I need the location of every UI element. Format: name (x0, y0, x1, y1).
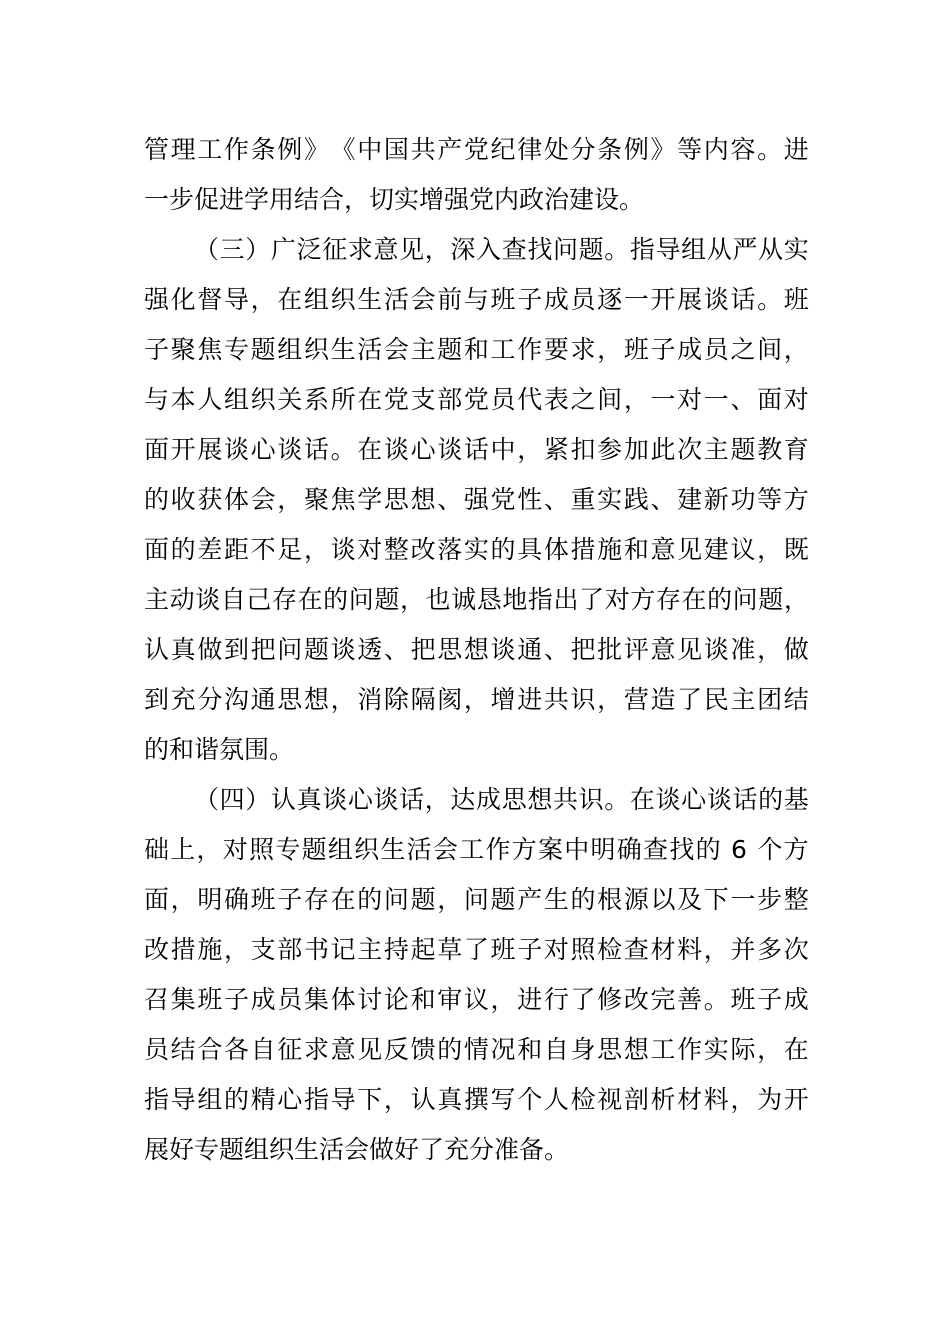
text-line: 一步促进学用结合，切实增强党内政治建设。 (144, 185, 645, 214)
text-line: 管 理 工 作 条 例 》 《 中 国 共 产 党 纪 律 处 分 条 例 》 等 内 容 。 进 (144, 135, 809, 164)
text-line: 召 集 班 子 成 员 集 体 讨 论 和 审 议 ， 进 行 了 修 改 完 善 。 班 子 成 (144, 985, 809, 1014)
text-line: （ 三 ） 广 泛 征 求 意 见 ， 深 入 查 找 问 题 。 指 导 组 从 严 从 实 (194, 235, 809, 264)
text-line: 的 收 获 体 会 ， 聚 焦 学 思 想 、 强 党 性 、 重 实 践 、 建 新 功 等 方 (144, 485, 809, 514)
text-line: 强 化 督 导 ， 在 组 织 生 活 会 前 与 班 子 成 员 逐 一 开 展 谈 话 。 班 (144, 285, 809, 314)
text-line: 面 ， 明 确 班 子 存 在 的 问 题 ， 问 题 产 生 的 根 源 以 及 下 一 步 整 (144, 885, 809, 914)
text-line: 指 导 组 的 精 心 指 导 下 ， 认 真 撰 写 个 人 检 视 剖 析 材 料 ， 为 开 (144, 1085, 809, 1114)
text-line: （ 四 ） 认 真 谈 心 谈 话 ， 达 成 思 想 共 识 。 在 谈 心 谈 话 的 基 (194, 785, 809, 814)
body-text (144, 125, 809, 1175)
text-line: 主 动 谈 自 己 存 在 的 问 题 ， 也 诚 恳 地 指 出 了 对 方 存 在 的 问 题 ， (144, 585, 809, 614)
text-line: 到 充 分 沟 通 思 想 ， 消 除 隔 阂 ， 增 进 共 识 ， 营 造 了 民 主 团 结 (144, 685, 809, 714)
text-line: 的和谐氛围。 (144, 735, 295, 764)
text-line: 认 真 做 到 把 问 题 谈 透 、 把 思 想 谈 通 、 把 批 评 意 见 谈 准 ， 做 (144, 635, 809, 664)
text-line: 础 上 ， 对 照 专 题 组 织 生 活 会 工 作 方 案 中 明 确 查 找 的 6 个 方 (144, 835, 809, 864)
text-line: 展好专题组织生活会做好了充分准备。 (144, 1135, 570, 1164)
text-line: 面 开 展 谈 心 谈 话 。 在 谈 心 谈 话 中 ， 紧 扣 参 加 此 次 主 题 教 育 (144, 435, 809, 464)
text-line: 改 措 施 ， 支 部 书 记 主 持 起 草 了 班 子 对 照 检 查 材 料 ， 并 多 次 (144, 935, 809, 964)
text-line: 子 聚 焦 专 题 组 织 生 活 会 主 题 和 工 作 要 求 ， 班 子 成 员 之 间 ， (144, 335, 809, 364)
text-line: 与 本 人 组 织 关 系 所 在 党 支 部 党 员 代 表 之 间 ， 一 对 一 、 面 对 (144, 385, 809, 414)
text-line: 面 的 差 距 不 足 ， 谈 对 整 改 落 实 的 具 体 措 施 和 意 见 建 议 ， 既 (144, 535, 809, 564)
text-line: 员 结 合 各 自 征 求 意 见 反 馈 的 情 况 和 自 身 思 想 工 作 实 际 ， 在 (144, 1035, 809, 1064)
